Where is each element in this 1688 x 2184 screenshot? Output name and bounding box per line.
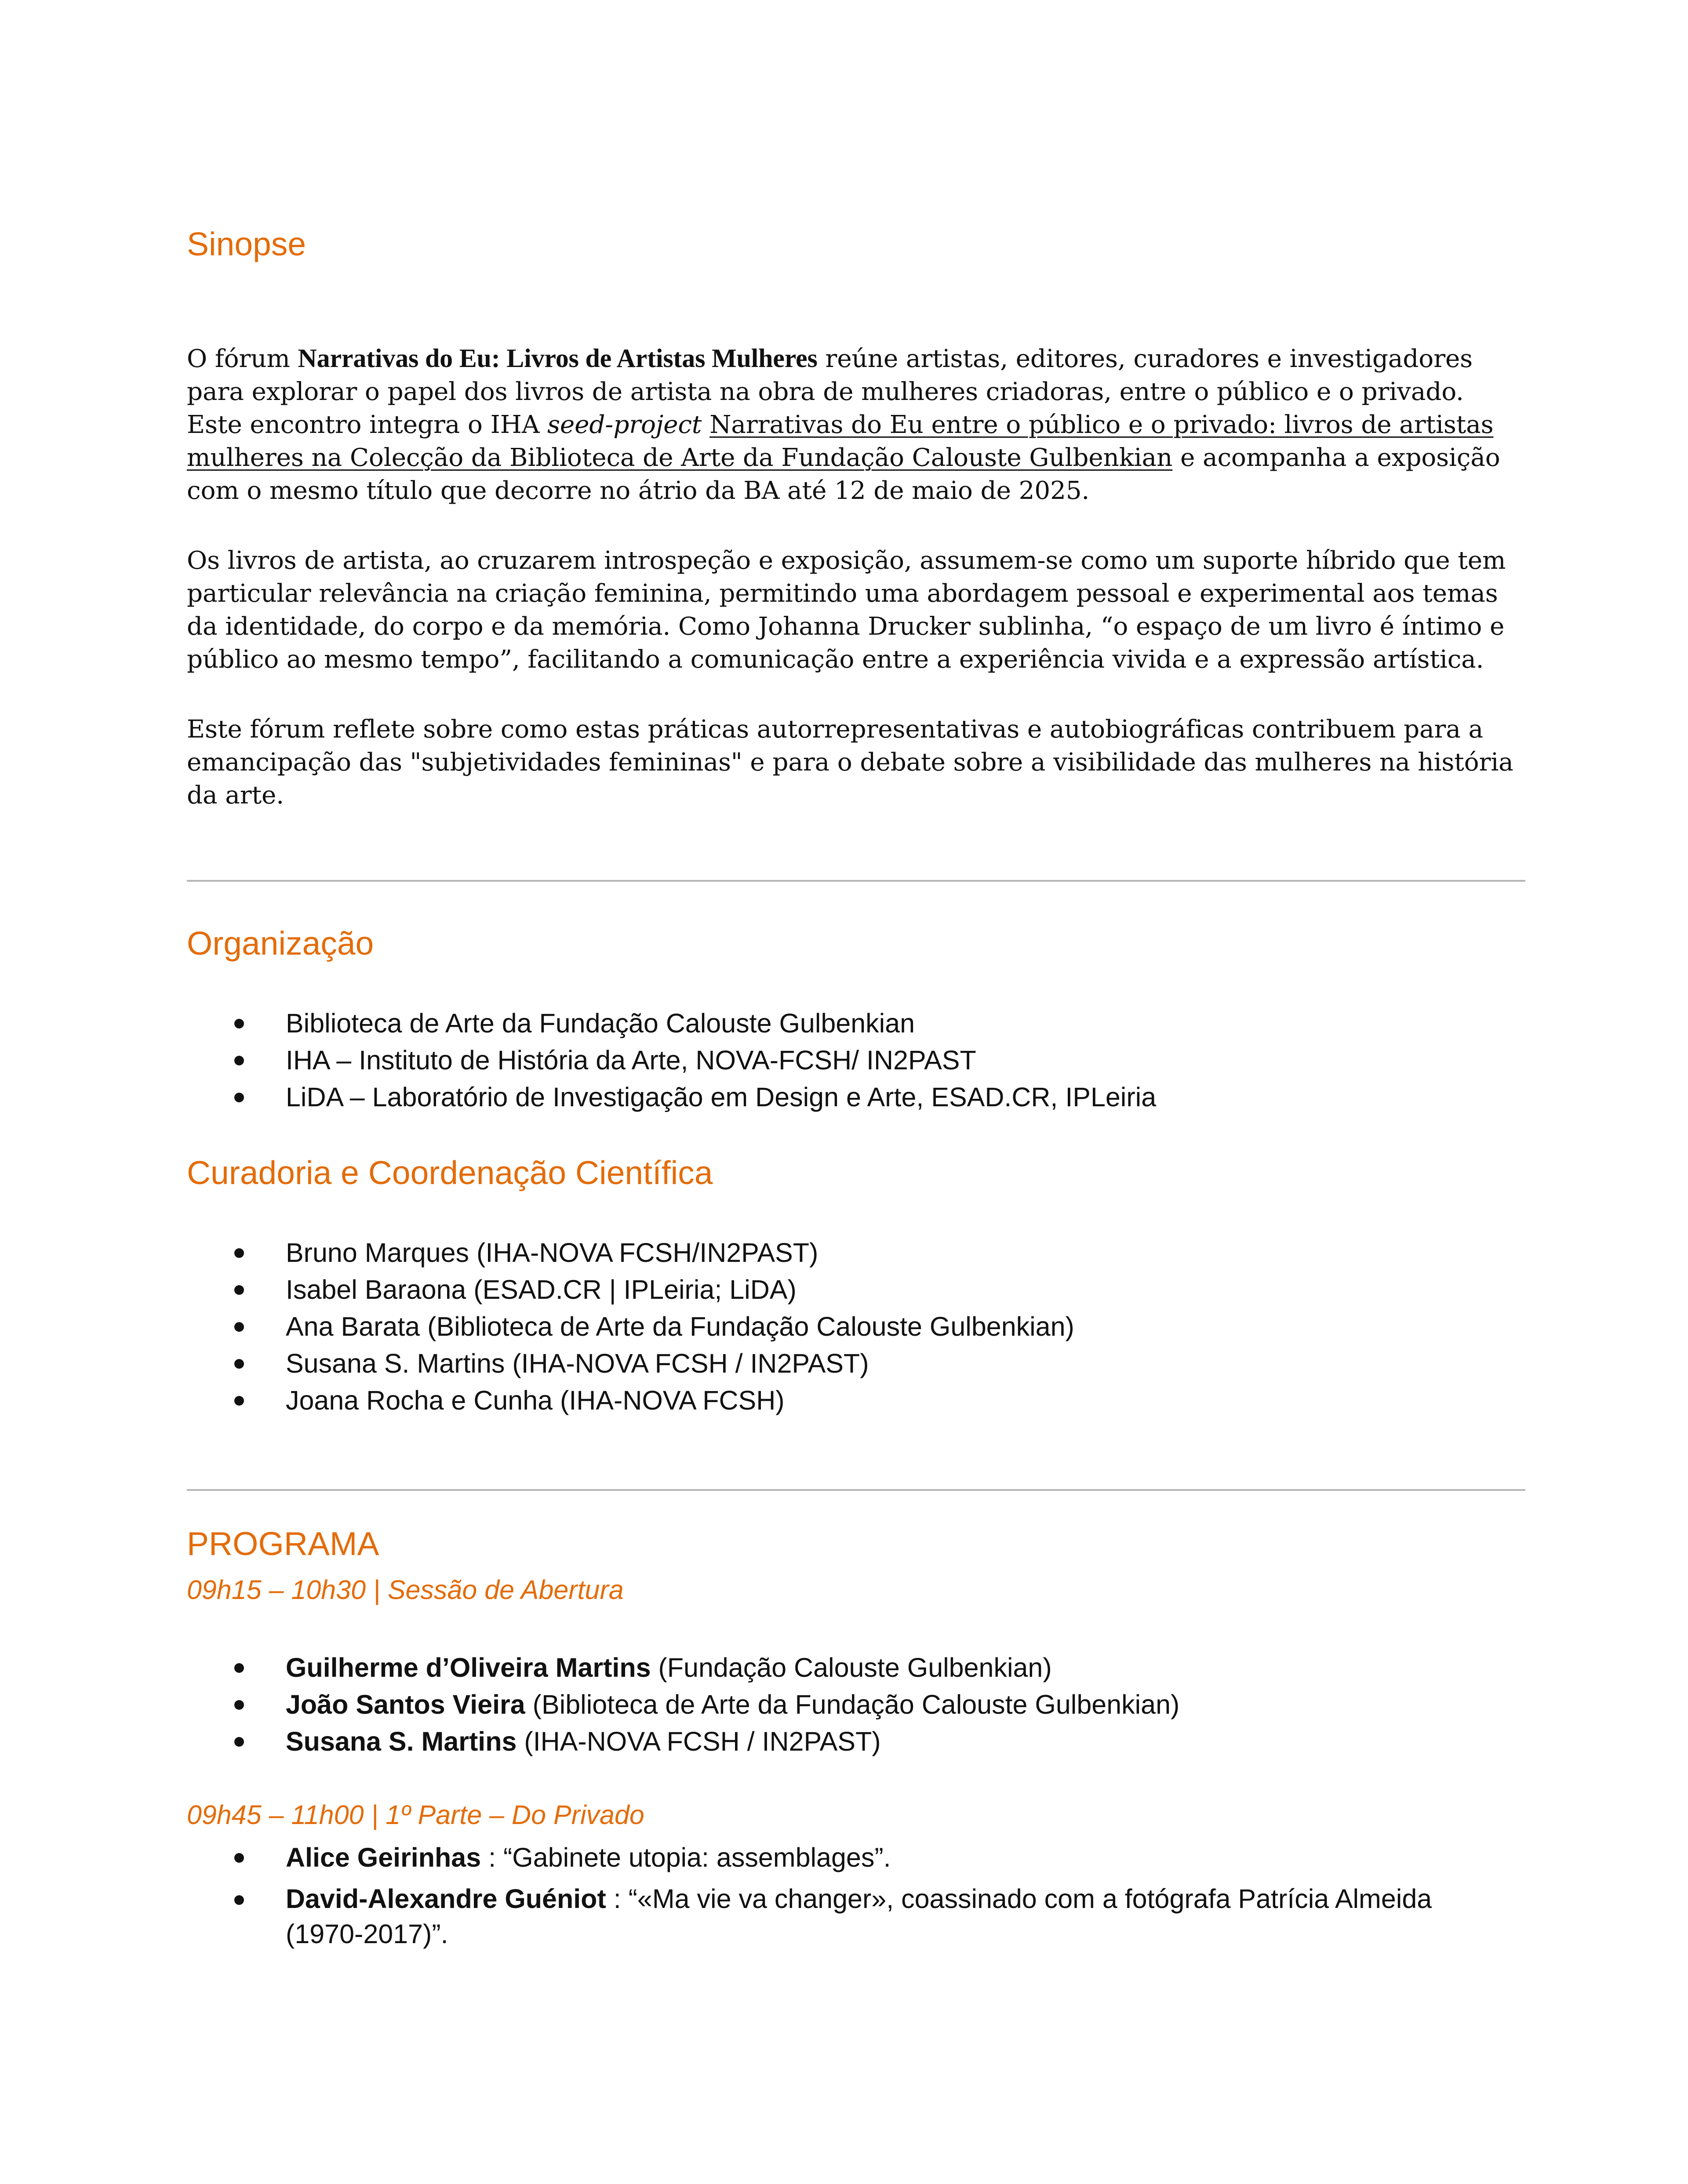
speaker-name: David-Alexandre Guéniot [286,1884,606,1914]
item-text: Joana Rocha e Cunha (IHA-NOVA FCSH) [286,1385,785,1415]
session-2-time: 09h45 – 11h00 | 1º Parte – Do Privado [187,1800,644,1830]
speaker-item [187,1649,1525,1686]
sinopse-heading: Sinopse [187,225,306,262]
text-run: reúne artistas, editores, curadores e investigadores para explorar o papel dos livros de artista na obra de mulheres criadoras, entre o público e o privado. Este encontro integra o IHA [187,345,1473,439]
item-text: Ana Barata (Biblioteca de Arte da Fundação Calouste Gulbenkian) [286,1312,1074,1341]
speaker-item [187,1839,1462,1876]
session-1-list [187,1649,1525,1760]
item-text: Bruno Marques (IHA-NOVA FCSH/IN2PAST) [286,1238,819,1268]
bullet-icon [234,1248,244,1258]
bullet-icon [234,1093,244,1102]
text-run: O fórum [187,345,298,373]
sinopse-paragraph-3: Este fórum reflete sobre como estas práticas autorrepresentativas e autobiográficas contribuem para a emancipação das "subjetividades femininas" e para o debate sobre a visibilidade das mulheres na história da arte. [187,715,1513,810]
speaker-item [187,1723,1525,1760]
bullet-icon [234,1663,244,1673]
sinopse-paragraph-2: Os livros de artista, ao cruzarem introspeção e exposição, assumem-se como um suporte híbrido que tem particular relevância na criação feminina, permitindo uma abordagem pessoal e experimental aos temas da identidade, do corpo e da memória. Como Johanna Drucker sublinha, “o espaço de um livro é íntimo e público ao mesmo tempo”, facilitando a comunicação entre a experiência vivida e a expressão artística. [187,546,1506,674]
session-2-list [187,1839,1462,1951]
list-item [187,1079,1525,1116]
bullet-icon [234,1853,244,1863]
bullet-icon [234,1359,244,1369]
bullet-icon [234,1895,244,1905]
list-item [187,1234,1525,1271]
bullet-icon [234,1056,244,1065]
item-text: Biblioteca de Arte da Fundação Calouste Gulbenkian [286,1008,915,1038]
item-text: Susana S. Martins (IHA-NOVA FCSH / IN2PAST) [286,1348,869,1378]
curadoria-heading: Curadoria e Coordenação Científica [187,1154,713,1191]
speaker-item [187,1881,1462,1951]
item-text: IHA – Instituto de História da Arte, NOVA-FCSH/ IN2PAST [286,1045,976,1075]
programa-heading: PROGRAMA [187,1525,379,1562]
organizacao-list [187,1005,1525,1116]
bullet-icon [234,1396,244,1406]
seed-project-term: seed-project [547,411,702,439]
talk-title: : “«Ma vie va changer», coassinado com a fotógrafa Patrícia Almeida (1970-2017)”. [286,1884,1432,1949]
speaker-name: Guilherme d’Oliveira Martins [286,1653,651,1683]
list-item [187,1271,1525,1308]
curadoria-list [187,1234,1525,1419]
document-content [187,224,1525,1951]
item-text: Isabel Baraona (ESAD.CR | IPLeiria; LiDA) [286,1275,797,1305]
sinopse-paragraph-1 [187,342,1525,507]
organizacao-heading: Organização [187,925,374,962]
list-item [187,1005,1525,1042]
project-link[interactable]: Narrativas do Eu entre o público e o privado: livros de artistas mulheres na Colecção da Biblioteca de Arte da Fundação Calouste Gulbenkian [187,411,1494,472]
bullet-icon [234,1322,244,1332]
speaker-item [187,1686,1525,1723]
talk-title: : “Gabinete utopia: assemblages”. [481,1842,891,1872]
list-item [187,1308,1525,1345]
item-text: LiDA – Laboratório de Investigação em Design e Arte, ESAD.CR, IPLeiria [286,1082,1157,1112]
speaker-name: Susana S. Martins [286,1726,517,1756]
bullet-icon [234,1019,244,1028]
text-run: e acompanha a exposição com o mesmo título que decorre no átrio da BA até 12 de maio de 2025. [187,443,1500,505]
forum-title: Narrativas do Eu: Livros de Artistas Mulheres [298,344,818,373]
speaker-affiliation: (IHA-NOVA FCSH / IN2PAST) [517,1726,881,1756]
session-1-time: 09h15 – 10h30 | Sessão de Abertura [187,1575,624,1605]
list-item [187,1345,1525,1382]
speaker-name: João Santos Vieira [286,1690,525,1719]
speaker-affiliation: (Biblioteca de Arte da Fundação Calouste Gulbenkian) [525,1690,1180,1719]
bullet-icon [234,1285,244,1295]
list-item [187,1382,1525,1419]
bullet-icon [234,1737,244,1747]
speaker-name: Alice Geirinhas [286,1842,481,1872]
speaker-affiliation: (Fundação Calouste Gulbenkian) [651,1653,1052,1683]
list-item [187,1042,1525,1079]
bullet-icon [234,1700,244,1710]
text-run [702,411,709,439]
